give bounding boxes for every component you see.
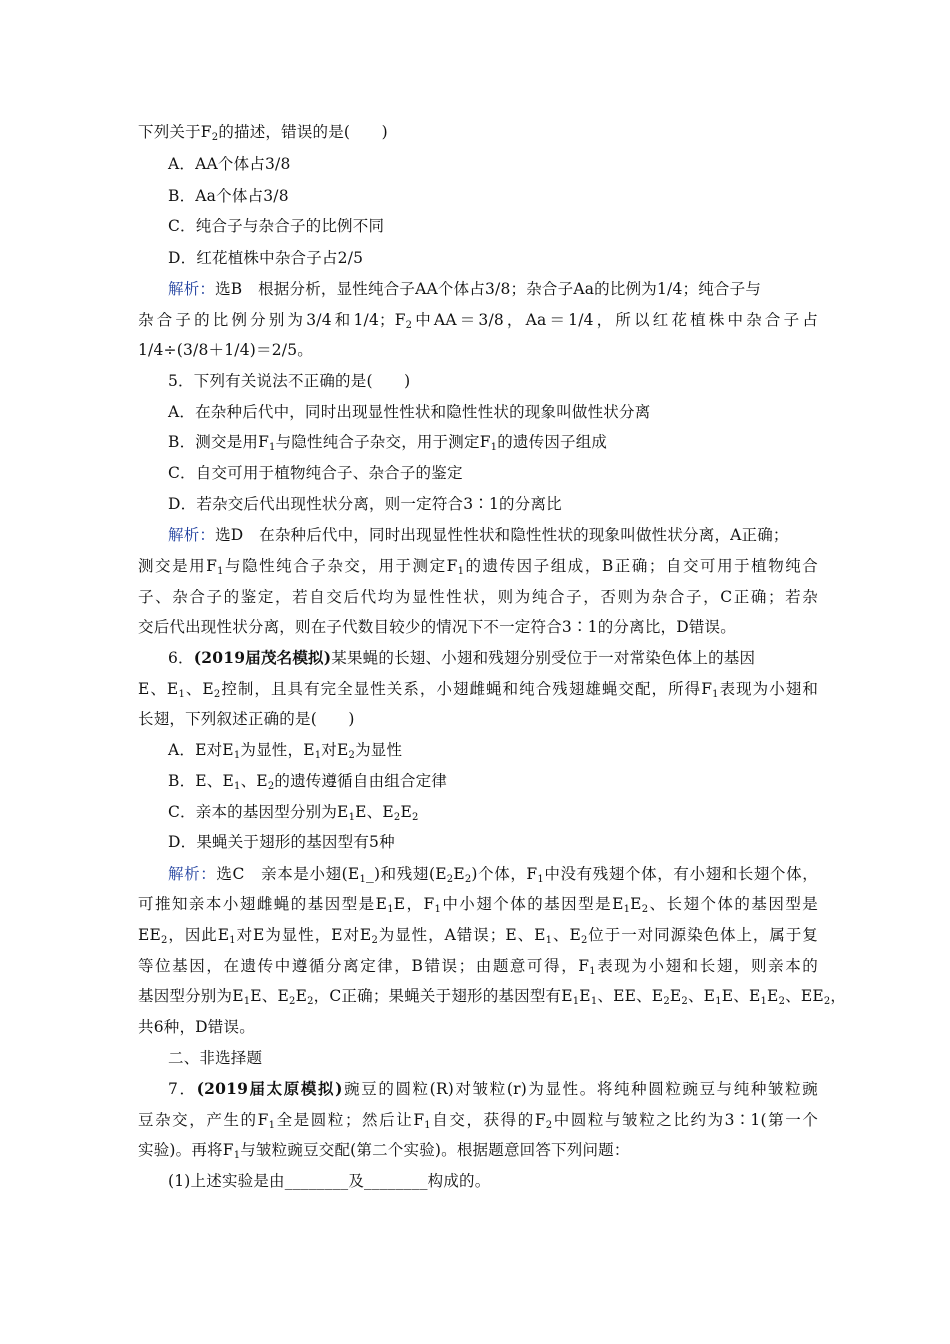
q4-analysis-line-1: 解析：选B 根据分析，显性纯合子AA个体占3/8；杂合子Aa的比例为1/4；纯合子与 [168,280,762,298]
q6-analysis-line-6: 共6种，D错误。 [138,1018,255,1036]
q5-analysis-line-1: 解析：选D 在杂种后代中，同时出现显性性状和隐性性状的现象叫做性状分离，A正确； [168,526,789,544]
question-7-stem-line-1: 7．(2019届太原模拟)豌豆的圆粒(R)对皱粒(r)为显性。将纯种圆粒豌豆与纯种皱粒豌 [168,1079,818,1098]
question-6-stem-line-3: 长翅，下列叙述正确的是( ) [138,710,355,728]
q6-analysis-line-2: 可推知亲本小翅雌蝇的基因型是$E_1E$，$F_1$中小翅个体的基因型是$E_1E_2$、长翅个体的基因型是 [138,895,819,915]
q4-analysis-line-2: 杂合子的比例分别为3/4和1/4；$F_2$中AA＝3/8，Aa＝1/4，所以红花植株中杂合子占 [138,311,818,331]
question-7-stem-line-3: 实验)。再将$F_1$与皱粒豌豆交配(第二个实验)。根据题意回答下列问题： [138,1141,630,1161]
q4-option-c: C．纯合子与杂合子的比例不同 [168,217,385,235]
q4-option-a: A．AA个体占3/8 [168,155,291,173]
question-4-stem: 下列关于$F_2$的描述，错误的是( ) [138,123,388,143]
q5-option-c: C．自交可用于植物纯合子、杂合子的鉴定 [168,464,463,482]
q5-analysis-line-2: 测交是用$F_1$与隐性纯合子杂交，用于测定$F_1$的遗传因子组成，B正确；自交可用于植物纯合 [138,557,818,577]
q5-analysis-line-4: 交后代出现性状分离，则在子代数目较少的情况下不一定符合3∶1的分离比，D错误。 [138,618,736,636]
q6-option-a: A．E对$E_1$为显性，$E_1$对$E_2$为显性 [168,741,403,761]
q6-analysis-line-3: $EE_2$，因此$E_1$对E为显性，E对$E_2$为显性，A错误；E、$E_1$、$E_2$位于一对同源染色体上，属于复 [138,926,819,946]
q6-analysis-line-5: 基因型分别为$E_1E$、$E_2E_2$，C正确；果蝇关于翅形的基因型有$E_1E_1$、EE、$E_2E_2$、$E_1E$、$E_1E_2$、$EE_2$， [138,987,847,1007]
analysis-label: 解析： [168,280,216,298]
q5-option-a: A．在杂种后代中，同时出现显性性状和隐性性状的现象叫做性状分离 [168,403,651,421]
q4-option-b: B．Aa个体占3/8 [168,187,289,205]
q5-option-b: B．测交是用$F_1$与隐性纯合子杂交，用于测定$F_1$的遗传因子组成 [168,433,608,453]
section-heading: 二、非选择题 [168,1049,263,1067]
question-5-stem: 5．下列有关说法不正确的是( ) [168,372,411,390]
question-7-stem-line-2: 豆杂交，产生的$F_1$全是圆粒；然后让$F_1$自交，获得的$F_2$中圆粒与皱粒之比约为3∶1(第一个 [138,1111,819,1131]
q7-part-1: (1)上述实验是由________及________构成的。 [168,1172,491,1190]
q6-option-d: D．果蝇关于翅形的基因型有5种 [168,833,395,851]
question-6-stem-line-2: E、$E_1$、$E_2$控制，且具有完全显性关系，小翅雌蝇和纯合残翅雄蝇交配，所得$F_1$表现为小翅和 [138,680,819,700]
q6-option-c: C．亲本的基因型分别为$E_1E$、$E_2E_2$ [168,803,419,823]
question-6-stem-line-1: 6．(2019届茂名模拟)某果蝇的长翅、小翅和残翅分别受位于一对常染色体上的基因 [168,648,756,667]
q4-option-d: D．红花植株中杂合子占2/5 [168,249,364,267]
q6-option-b: B．E、$E_1$、$E_2$的遗传遵循自由组合定律 [168,772,448,792]
analysis-label: 解析： [168,865,217,883]
q5-analysis-line-3: 子、杂合子的鉴定，若自交后代均为显性性状，则为纯合子，否则为杂合子，C正确；若杂 [138,588,818,606]
q4-analysis-line-3: 1/4÷(3/8＋1/4)＝2/5。 [138,341,313,359]
q6-analysis-line-4: 等位基因，在遗传中遵循分离定律，B错误；由题意可得，$F_1$表现为小翅和长翅，则亲本的 [138,957,818,977]
q6-analysis-line-1: 解析：选C 亲本是小翅$(E_1\_)$和残翅$(E_2E_2)$个体，$F_1$中没有残翅个体，有小翅和长翅个体， [168,865,818,885]
analysis-label: 解析： [168,526,216,544]
q5-option-d: D．若杂交后代出现性状分离，则一定符合3∶1的分离比 [168,495,562,513]
question-source: (2019届茂名模拟) [193,648,332,667]
question-source: (2019届太原模拟) [196,1079,343,1098]
